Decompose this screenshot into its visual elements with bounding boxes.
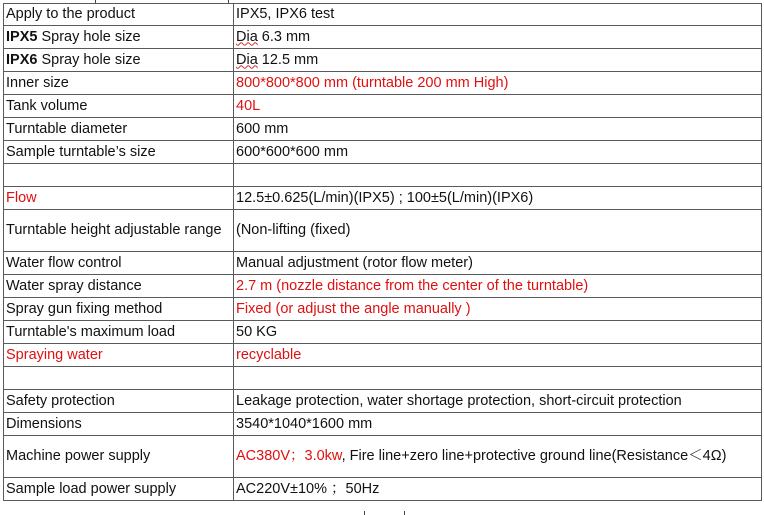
bottom-edge-marks	[0, 511, 764, 515]
value-text: , Fire line+zero line+protective ground line(Resistance＜4Ω)	[341, 448, 727, 464]
row-label: Spray gun fixing method	[4, 298, 234, 321]
row-label	[4, 164, 234, 187]
row-value	[234, 26, 762, 49]
row-label: Turntable's maximum load	[4, 321, 234, 344]
table-row	[4, 436, 762, 478]
table-row	[4, 321, 762, 344]
row-value: Fixed (or adjust the angle manually )	[234, 298, 762, 321]
table-row	[4, 26, 762, 49]
row-value	[234, 436, 762, 478]
edge-tick	[364, 511, 365, 515]
label-bold: IPX5	[6, 28, 38, 45]
spec-table	[3, 3, 762, 501]
table-row	[4, 187, 762, 210]
value-red: AC380V；3.0kw	[236, 448, 342, 464]
label-text: Spray hole size	[37, 51, 141, 68]
table-row	[4, 478, 762, 501]
label-text: Spray hole size	[37, 28, 141, 45]
row-value: 50 KG	[234, 321, 762, 344]
row-value	[234, 367, 762, 390]
table-row-empty	[4, 164, 762, 187]
row-label: Water spray distance	[4, 275, 234, 298]
table-row	[4, 141, 762, 164]
row-value: 600*600*600 mm	[234, 141, 762, 164]
row-label	[4, 26, 234, 49]
row-value: recyclable	[234, 344, 762, 367]
table-row	[4, 298, 762, 321]
table-row	[4, 4, 762, 26]
label-bold: IPX6	[6, 51, 38, 68]
row-value: 12.5±0.625(L/min)(IPX5) ; 100±5(L/min)(IPX6)	[234, 187, 762, 210]
value-prefix: Dia	[236, 28, 258, 45]
table-row	[4, 210, 762, 252]
row-value: AC220V±10% ；50Hz	[234, 478, 762, 501]
table-row	[4, 118, 762, 141]
row-value: 800*800*800 mm (turntable 200 mm High)	[234, 72, 762, 95]
row-value: 600 mm	[234, 118, 762, 141]
row-label	[4, 367, 234, 390]
value-text: 6.3 mm	[257, 28, 311, 45]
row-value	[234, 164, 762, 187]
row-value: (Non-lifting (fixed)	[234, 210, 762, 252]
row-label: Tank volume	[4, 95, 234, 118]
row-label: Turntable height adjustable range	[4, 210, 234, 252]
row-value: 3540*1040*1600 mm	[234, 413, 762, 436]
row-label	[4, 49, 234, 72]
table-row	[4, 390, 762, 413]
row-label: Safety protection	[4, 390, 234, 413]
row-label: Apply to the product	[4, 4, 234, 26]
table-row	[4, 413, 762, 436]
table-row	[4, 252, 762, 275]
table-row	[4, 72, 762, 95]
table-row	[4, 275, 762, 298]
row-label: Machine power supply	[4, 436, 234, 478]
value-prefix: Dia	[236, 51, 258, 68]
row-label: Dimensions	[4, 413, 234, 436]
row-label: Spraying water	[4, 344, 234, 367]
edge-tick	[404, 511, 405, 515]
table-row-empty	[4, 367, 762, 390]
table-row	[4, 344, 762, 367]
row-label: Sample load power supply	[4, 478, 234, 501]
row-label: Water flow control	[4, 252, 234, 275]
row-label: Flow	[4, 187, 234, 210]
table-row	[4, 49, 762, 72]
row-value: IPX5, IPX6 test	[234, 4, 762, 26]
row-label: Inner size	[4, 72, 234, 95]
table-row	[4, 95, 762, 118]
row-value	[234, 49, 762, 72]
row-value: Manual adjustment (rotor flow meter)	[234, 252, 762, 275]
row-value: 2.7 m (nozzle distance from the center of the turntable)	[234, 275, 762, 298]
row-value: Leakage protection, water shortage protection, short-circuit protection	[234, 390, 762, 413]
row-label: Turntable diameter	[4, 118, 234, 141]
value-text: 12.5 mm	[257, 51, 319, 68]
row-label: Sample turntable’s size	[4, 141, 234, 164]
row-value: 40L	[234, 95, 762, 118]
